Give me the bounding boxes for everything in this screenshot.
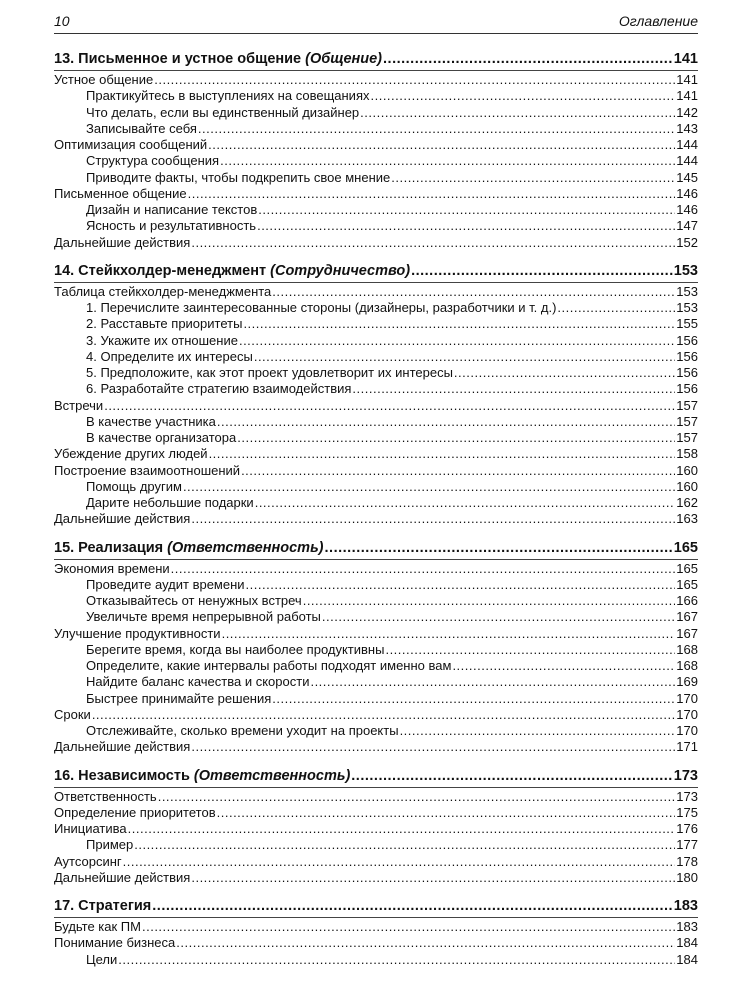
entry-title: Увеличьте время непрерывной работы [86,609,321,625]
entry-title: Дизайн и написание текстов [86,202,258,217]
toc-chapter-heading [54,262,698,283]
dot-leader [257,218,675,234]
toc-subsection-entry [54,316,698,332]
dot-leader [188,186,676,202]
dot-leader [239,333,675,349]
entry-title: 4. Определите их интересы [86,348,253,364]
chapter-title [54,50,382,69]
document-page [54,12,698,968]
chapter-subtitle: (Сотрудничество) [270,262,411,279]
dot-leader [171,561,676,577]
toc-section-entry [54,186,698,202]
entry-page-number: 168 [676,641,698,657]
dot-leader [183,479,675,495]
entry-page-number: 167 [676,625,698,641]
dot-leader [142,919,675,935]
toc-section-entry [54,789,698,805]
entry-title: Оптимизация сообщений [54,137,208,152]
running-header-title: Оглавление [618,13,698,29]
dot-leader [322,609,675,625]
entry-page-number: 167 [676,609,698,625]
entry-page-number: 153 [676,300,698,315]
entry-title: 6. Разработайте стратегию взаимодействия [86,381,352,397]
chapter-title [54,539,324,558]
dot-leader [243,316,675,332]
toc-chapter-block [54,50,698,251]
toc-section-entry [54,805,698,821]
entry-page-number: 156 [676,365,698,380]
chapter-title [54,262,410,281]
toc-chapter-block [54,262,698,528]
dot-leader [191,870,675,886]
toc-section-entry [54,919,698,935]
dot-leader [208,137,675,153]
toc-subsection-entry [54,479,698,495]
dot-leader [385,642,675,658]
entry-page-number: 180 [676,869,698,885]
toc-section-entry [54,739,698,755]
entry-page-number: 169 [676,674,698,690]
dot-leader [191,739,675,755]
entry-page-number: 143 [676,120,698,136]
chapter-title-text: 16. Независимость [54,767,194,784]
entry-title: Структура сообщения [86,153,220,169]
toc-subsection-entry [54,577,698,593]
toc-section-entry [54,707,698,723]
entry-title: В качестве организатора [86,430,237,445]
entry-page-number: 166 [676,593,698,608]
dot-leader [255,495,676,511]
running-header [54,12,698,34]
toc-section-entry [54,235,698,251]
dot-leader [258,202,675,218]
chapter-title [54,897,151,916]
entry-title: Сроки [54,706,91,722]
dot-leader [254,349,675,365]
entry-title: 2. Расставьте приоритеты [86,316,243,332]
entry-page-number: 158 [676,446,698,462]
toc-chapter-heading [54,767,698,788]
toc-section-entry [54,137,698,153]
entry-title: Дальнейшие действия [54,869,191,885]
chapter-subtitle: (Ответственность) [193,767,351,784]
chapter-page-number: 183 [673,898,698,914]
entry-page-number: 173 [676,788,698,804]
entry-page-number: 175 [676,804,698,820]
toc-chapter-block [54,767,698,887]
toc-subsection-entry [54,381,698,397]
dot-leader [191,235,675,251]
dot-leader [134,837,675,853]
toc-subsection-entry [54,952,698,968]
entry-title: 1. Перечислите заинтересованные стороны (дизайнеры, разработчики и т. д.) [86,300,557,315]
dot-leader [92,707,675,723]
toc-section-entry [54,854,698,870]
entry-title: Проведите аудит времени [86,576,245,592]
entry-page-number: 163 [676,511,698,527]
entry-page-number: 141 [676,88,698,104]
toc-subsection-entry [54,414,698,430]
entry-page-number: 146 [676,202,698,217]
toc-subsection-entry [54,153,698,169]
entry-title: Убеждение других людей [54,446,208,462]
dot-leader [246,577,676,593]
chapter-page-number: 141 [673,51,698,67]
entry-title: Цели [86,951,118,967]
toc-subsection-entry [54,430,698,446]
toc-section-entry [54,72,698,88]
chapter-subtitle: (Общение) [305,51,383,67]
chapter-title-text: 17. Стратегия [54,898,152,914]
entry-title: Пример [86,837,134,853]
dot-leader [158,789,676,805]
toc-subsection-entry [54,121,698,137]
entry-page-number: 184 [676,951,698,967]
entry-page-number: 156 [676,332,698,348]
entry-title: Дальнейшие действия [54,511,191,527]
toc-subsection-entry [54,105,698,121]
entry-page-number: 153 [676,283,698,299]
toc-subsection-entry [54,333,698,349]
entry-page-number: 157 [676,397,698,413]
entry-title: Быстрее принимайте решения [86,690,272,706]
dot-leader [352,381,675,397]
entry-page-number: 141 [676,72,698,87]
chapter-page-number: 153 [673,262,698,279]
entry-page-number: 171 [676,739,698,755]
dot-leader [123,854,676,870]
entry-title: Дальнейшие действия [54,739,191,755]
dot-leader [557,300,675,316]
dot-leader [383,50,673,69]
toc-subsection-entry [54,88,698,104]
dot-leader [391,170,675,186]
toc-section-entry [54,561,698,577]
toc-subsection-entry [54,495,698,511]
entry-page-number: 144 [676,137,698,152]
entry-title: Дальнейшие действия [54,234,191,250]
chapter-title-text: 15. Реализация [54,539,168,556]
entry-page-number: 170 [676,723,698,738]
toc-subsection-entry [54,674,698,690]
dot-leader [154,72,675,88]
entry-title: Помощь другим [86,478,182,494]
toc-section-entry [54,463,698,479]
dot-leader [217,414,675,430]
entry-page-number: 142 [676,104,698,120]
toc-subsection-entry [54,202,698,218]
dot-leader [104,398,675,414]
entry-title: Ответственность [54,788,157,804]
dot-leader [360,105,675,121]
dot-leader [191,511,675,527]
entry-page-number: 177 [676,837,698,853]
entry-page-number: 176 [676,821,698,836]
entry-page-number: 145 [676,169,698,185]
entry-page-number: 170 [676,690,698,706]
entry-title: Найдите баланс качества и скорости [86,674,310,690]
toc-section-entry [54,626,698,642]
entry-page-number: 162 [676,495,698,510]
entry-title: Улучшение продуктивности [54,625,221,641]
dot-leader [454,365,675,381]
entry-page-number: 157 [676,430,698,445]
table-of-contents [54,50,698,968]
entry-page-number: 184 [676,935,698,951]
toc-subsection-entry [54,642,698,658]
toc-subsection-entry [54,691,698,707]
entry-title: 5. Предположите, как этот проект удовлетворит их интересы [86,365,453,380]
chapter-title [54,767,350,786]
chapter-title-text: 13. Письменное и устное общение [54,51,306,67]
entry-title: Отказывайтесь от ненужных встреч [86,593,302,608]
dot-leader [128,821,676,837]
entry-page-number: 156 [676,348,698,364]
toc-section-entry [54,284,698,300]
dot-leader [400,723,676,739]
chapter-subtitle: (Ответственность) [167,539,324,556]
entry-page-number: 156 [676,381,698,397]
dot-leader [222,626,676,642]
dot-leader [152,897,673,916]
toc-subsection-entry [54,723,698,739]
entry-title: Устное общение [54,72,154,87]
dot-leader [241,463,675,479]
dot-leader [272,691,675,707]
entry-page-number: 146 [676,185,698,201]
entry-page-number: 183 [676,919,698,934]
entry-title: Экономия времени [54,560,170,576]
entry-title: Ясность и результативность [86,218,257,234]
entry-title: Построение взаимоотношений [54,462,241,478]
entry-title: Что делать, если вы единственный дизайнер [86,104,360,120]
entry-page-number: 147 [676,218,698,234]
entry-title: Приводите факты, чтобы подкрепить свое мнение [86,169,391,185]
toc-subsection-entry [54,300,698,316]
entry-title: В качестве участника [86,413,216,429]
toc-chapter-heading [54,50,698,71]
dot-leader [118,952,675,968]
entry-title: Дарите небольшие подарки [86,495,254,510]
toc-section-entry [54,935,698,951]
entry-page-number: 178 [676,853,698,869]
dot-leader [303,593,676,609]
toc-subsection-entry [54,170,698,186]
entry-title: Определение приоритетов [54,804,216,820]
toc-subsection-entry [54,837,698,853]
entry-page-number: 157 [676,413,698,429]
dot-leader [351,767,673,786]
dot-leader [217,805,676,821]
toc-subsection-entry [54,349,698,365]
chapter-page-number: 173 [673,767,698,784]
entry-page-number: 168 [676,658,698,673]
dot-leader [370,88,675,104]
toc-section-entry [54,870,698,886]
toc-chapter-heading [54,897,698,918]
entry-page-number: 160 [676,462,698,478]
toc-subsection-entry [54,218,698,234]
toc-chapter-heading [54,539,698,560]
entry-title: Письменное общение [54,185,187,201]
entry-title: Практикуйтесь в выступлениях на совещаниях [86,88,370,104]
chapter-title-text: 14. Стейкхолдер-менеджмент [54,262,271,279]
entry-page-number: 160 [676,478,698,494]
entry-title: Встречи [54,397,104,413]
dot-leader [176,935,675,951]
entry-title: Аутсорсинг [54,853,122,869]
dot-leader [237,430,675,446]
toc-section-entry [54,821,698,837]
toc-chapter-block [54,539,698,756]
entry-title: Отслеживайте, сколько времени уходит на проекты [86,723,399,738]
dot-leader [325,539,673,558]
chapter-page-number: 165 [673,539,698,556]
entry-title: Таблица стейкхолдер-менеджмента [54,283,272,299]
entry-title: Понимание бизнеса [54,935,176,951]
entry-title: Определите, какие интервалы работы подходят именно вам [86,658,452,673]
dot-leader [209,446,676,462]
toc-subsection-entry [54,658,698,674]
entry-page-number: 155 [676,316,698,332]
dot-leader [220,153,675,169]
toc-subsection-entry [54,365,698,381]
entry-page-number: 170 [676,706,698,722]
entry-page-number: 165 [676,560,698,576]
entry-title: Инициатива [54,821,127,836]
toc-subsection-entry [54,593,698,609]
entry-page-number: 144 [676,153,698,169]
entry-title: Записывайте себя [86,120,197,136]
entry-title: Будьте как ПМ [54,919,141,934]
dot-leader [310,674,675,690]
page-number: 10 [54,13,70,29]
dot-leader [452,658,675,674]
entry-title: Берегите время, когда вы наиболее продуктивны [86,641,385,657]
toc-section-entry [54,398,698,414]
dot-leader [272,284,675,300]
entry-page-number: 152 [676,234,698,250]
entry-title: 3. Укажите их отношение [86,332,238,348]
dot-leader [411,262,673,281]
entry-page-number: 165 [676,576,698,592]
toc-chapter-block [54,897,698,968]
dot-leader [198,121,675,137]
toc-section-entry [54,511,698,527]
toc-section-entry [54,446,698,462]
toc-subsection-entry [54,609,698,625]
